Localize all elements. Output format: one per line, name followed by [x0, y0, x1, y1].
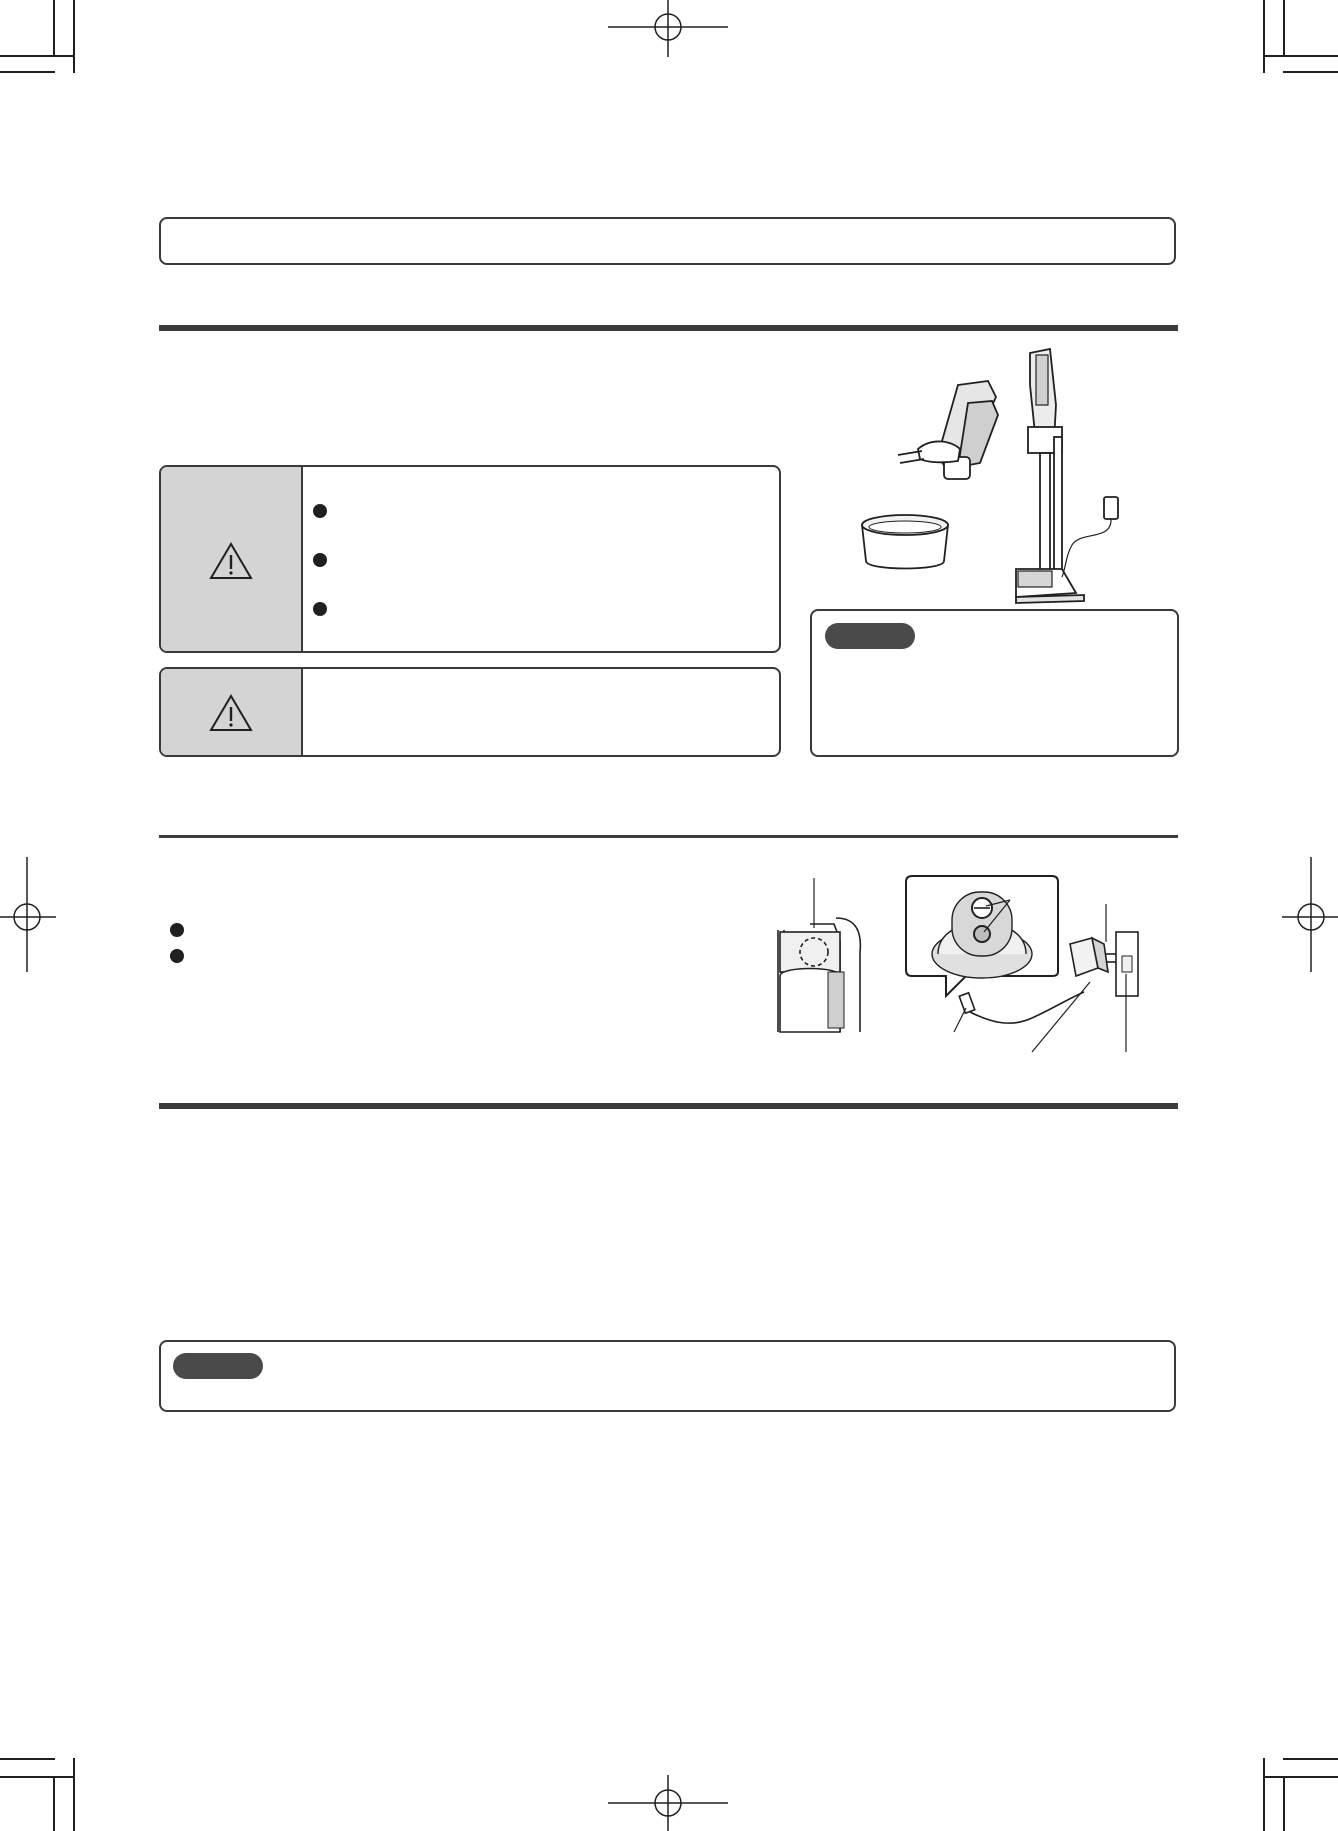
section-b-rule — [159, 835, 1178, 838]
registration-mark-icon — [0, 857, 56, 977]
bullet-icon — [313, 504, 327, 518]
bullet-icon — [170, 949, 184, 963]
warning-triangle-icon — [208, 693, 254, 733]
note-label-pill — [825, 623, 915, 649]
water-basin — [862, 515, 948, 569]
warning-side-panel — [161, 669, 303, 755]
registration-mark-icon — [608, 1775, 728, 1831]
warning-box-main — [159, 465, 781, 653]
warning-side-panel — [161, 467, 303, 651]
stick-vacuum-on-stand — [1016, 349, 1118, 603]
bullet-icon — [313, 553, 327, 567]
bullet-icon — [313, 602, 327, 616]
bullet-icon — [170, 923, 184, 937]
page-title-box — [159, 217, 1176, 265]
note-label-pill — [173, 1353, 263, 1379]
charging-illustration — [770, 872, 1170, 1057]
charging-socket-callout — [906, 876, 1058, 996]
registration-mark-icon — [1282, 857, 1338, 977]
note-box-section-c — [159, 1340, 1176, 1412]
vacuum-body-closeup — [778, 878, 860, 1032]
handheld-vacuum-wipe — [898, 381, 998, 479]
registration-mark-icon — [608, 0, 728, 60]
note-box-section-a — [810, 609, 1179, 757]
vacuum-cleaning-illustration — [840, 345, 1140, 610]
warning-box-secondary — [159, 667, 781, 757]
warning-triangle-icon — [208, 541, 254, 581]
wall-outlet — [1116, 932, 1138, 1052]
section-a-rule — [159, 325, 1178, 331]
section-c-rule — [159, 1103, 1178, 1109]
